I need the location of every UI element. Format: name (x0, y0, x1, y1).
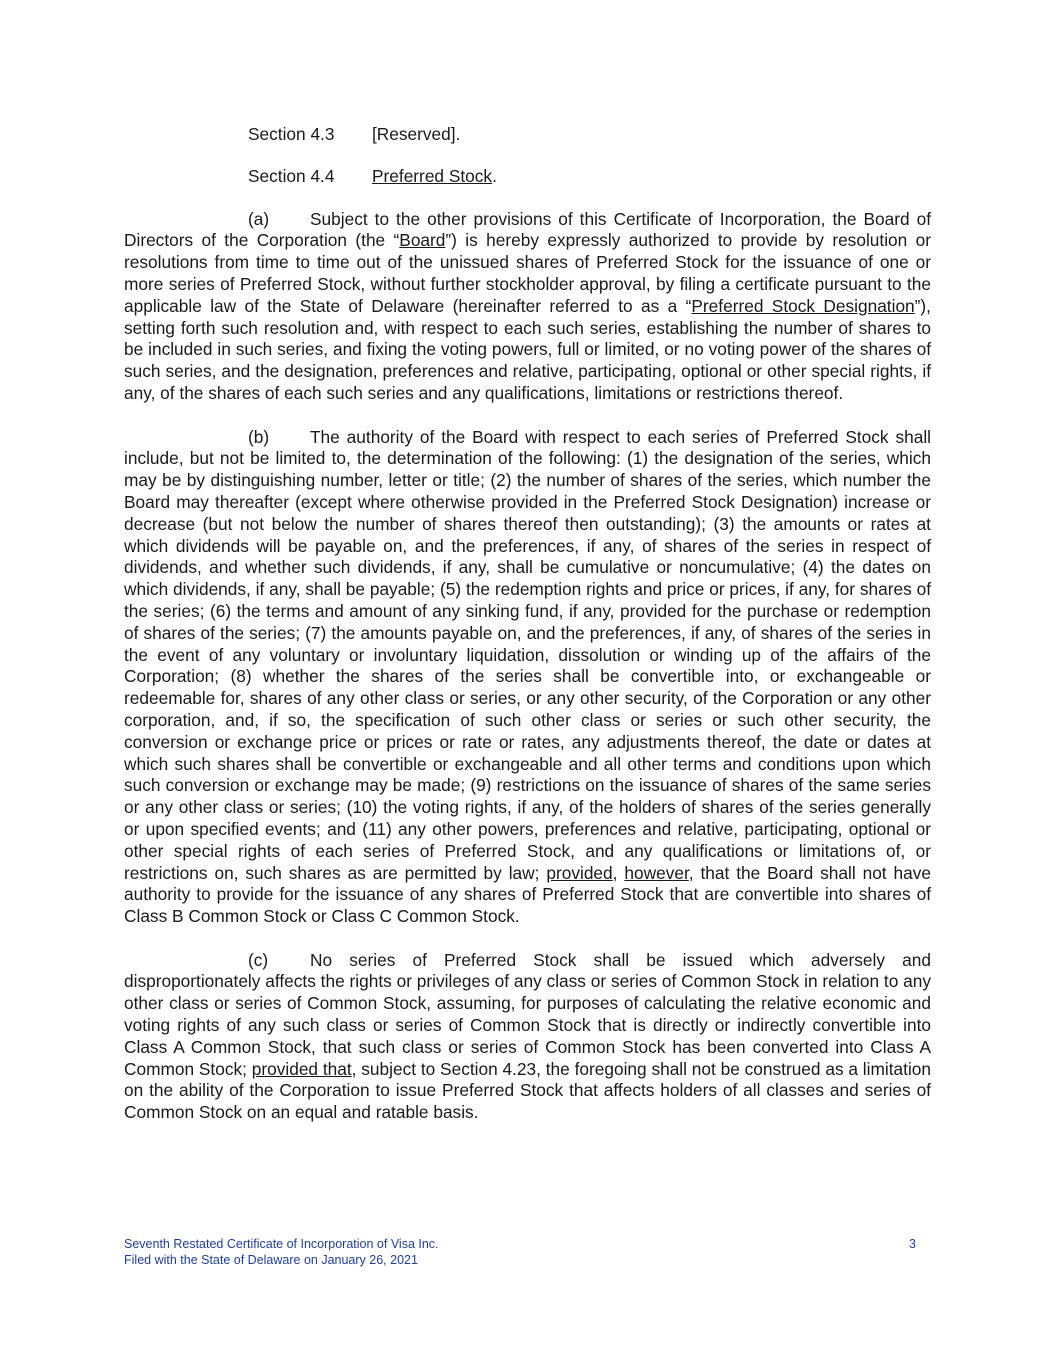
paragraph-c (124, 950, 931, 1124)
footer-filing-date: Filed with the State of Delaware on January 26, 2021 (124, 1253, 418, 1267)
paragraph-text: The authority of the Board with respect to each series of Preferred Stock shall include, but not be limited to, the determination of the following: (1) the designation of the series, which may be by distinguishing number, letter or title; (2) the number of shares of the series, which number the Board may thereafter (except where otherwise provided in the Preferred Stock Designation) increase or decrease (but not below the number of shares thereof then outstanding); (3) the amounts or rates at which dividends will be payable on, and the preferences, if any, of shares of the series in respect of dividends, and whether such dividends, if any, shall be cumulative or noncumulative; (4) the dates on which dividends, if any, shall be payable; (5) the redemption rights and price or prices, if any, for shares of the series; (6) the terms and amount of any sinking fund, if any, provided for the purchase or redemption of shares of the series; (7) the amounts payable on, and the preferences, if any, of shares of the series in the event of any voluntary or involuntary liquidation, dissolution or winding up of the affairs of the Corporation; (8) whether the shares of the series shall be convertible into, or exchangeable or redeemable for, shares of any other class or series, or any other security, of the Corporation or any other corporation, and, if so, the specification of such other class or series or such other security, the conversion or exchange price or prices or rate or rates, any adjustments thereof, the date or dates at which such shares shall be convertible or exchangeable and all other terms and conditions upon which such conversion or exchange may be made; (9) restrictions on the issuance of shares of the same series or any other class or series; (10) the voting rights, if any, of the holders of shares of the series generally or upon specified events; and (11) any other powers, preferences and relative, participating, optional or other special rights of each series of Preferred Stock, and any qualifications or limitations of, or restrictions on, such shares as are permitted by law; (124, 426, 931, 883)
paragraph-label: (b) (248, 426, 270, 447)
paragraph-text: , that the Board shall not have authority to provide for the issuance of any shares of Preferred Stock that are convertible into shares of Class B Common Stock or Class C Common Stock. (124, 862, 931, 927)
section-number: Section 4.3 (248, 124, 335, 144)
defined-term: Preferred Stock Designation (691, 295, 915, 316)
paragraph-label: (c) (248, 949, 269, 970)
paragraph-a (124, 209, 931, 405)
section-number: Section 4.4 (248, 165, 335, 186)
section-heading-4-4 (248, 166, 931, 188)
paragraph-text: , (612, 862, 625, 883)
paragraph-text: Subject to the other provisions of this Certificate of Incorporation, the Board of Directors of the Corporation (the “ (124, 208, 931, 251)
paragraph-text: No series of Preferred Stock shall be issued which adversely and disproportionately affects the rights or privileges of any class or series of Common Stock in relation to any other class or series of Common Stock, assuming, for purposes of calculating the relative economic and voting rights of any such class or series of Common Stock that is directly or indirectly convertible into Class A Common Stock, that such class or series of Common Stock has been converted into Class A Common Stock; (124, 949, 931, 1079)
paragraph-text: ”) is hereby expressly authorized to provide by resolution or resolutions from time to time out of the unissued shares of Preferred Stock for the issuance of one or more series of Preferred Stock, without further stockholder approval, by filing a certificate pursuant to the applicable law of the State of Delaware (hereinafter referred to as a “ (124, 230, 931, 316)
section-title: Preferred Stock (372, 165, 493, 186)
page-footer (124, 1236, 916, 1268)
paragraph-label: (a) (248, 208, 270, 229)
paragraphs (124, 209, 931, 1124)
paragraph-text: ”), setting forth such resolution and, with respect to each such series, establishing the number of shares to be included in such series, and fixing the voting powers, full or limited, or no voting power of the shares of such series, and the designation, preferences and relative, participating, optional or other special rights, if any, of the shares of each such series and any qualifications, limitations or restrictions thereof. (124, 295, 931, 403)
defined-term: however (624, 862, 689, 883)
defined-term: Board (399, 230, 446, 251)
section-heading-4-3 (248, 124, 931, 146)
page-number: 3 (909, 1237, 916, 1251)
section-title-suffix: . (492, 165, 497, 186)
defined-term: provided (546, 862, 613, 883)
section-title: [Reserved]. (372, 124, 461, 144)
defined-term: provided that (251, 1058, 352, 1079)
paragraph-b (124, 427, 931, 928)
footer-title: Seventh Restated Certificate of Incorporation of Visa Inc. (124, 1237, 439, 1251)
paragraph-text: , subject to Section 4.23, the foregoing shall not be construed as a limitation on the ability of the Corporation to issue Preferred Stock that affects holders of all classes and series of Common Stock on an equal and ratable basis. (124, 1058, 931, 1123)
document-page (124, 124, 931, 1146)
